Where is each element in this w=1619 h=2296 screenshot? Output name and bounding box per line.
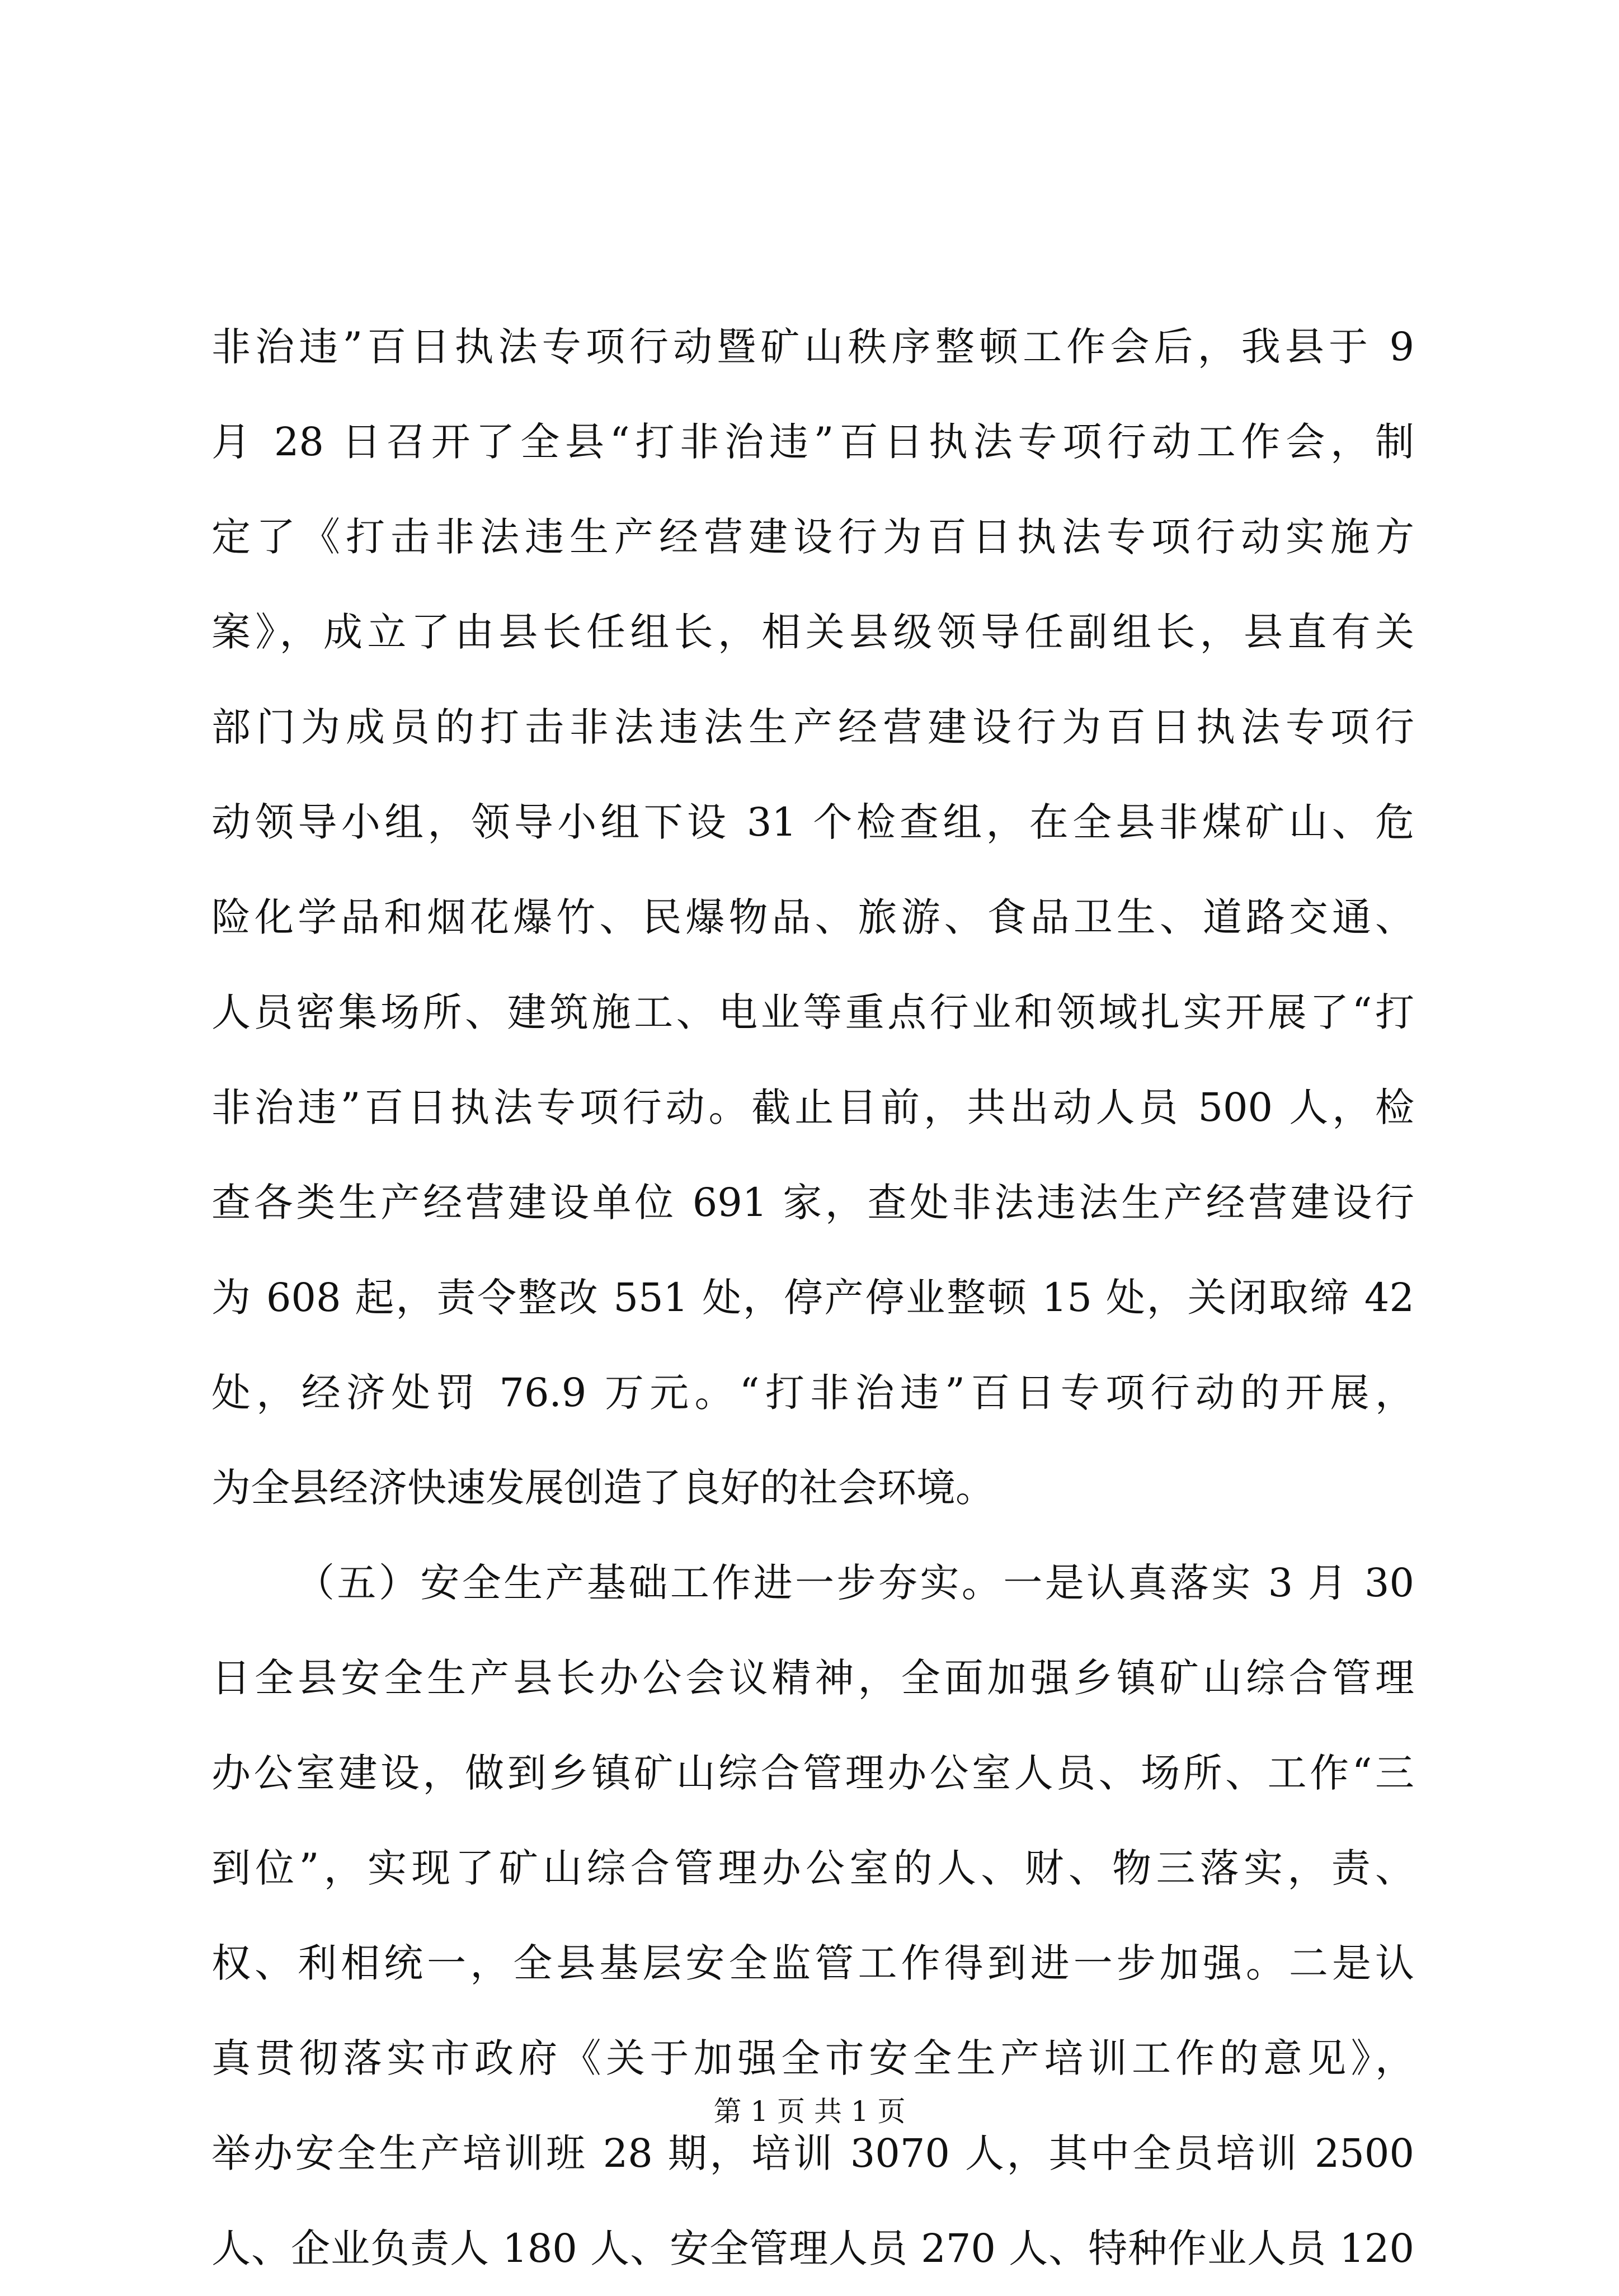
text-line: 险化学品和烟花爆竹、民爆物品、旅游、食品卫生、道路交通、 bbox=[211, 894, 1414, 940]
text-line: 案》，成立了由县长任组长，相关县级领导任副组长，县直有关 bbox=[211, 609, 1414, 655]
text-line: 定了《打击非法违生产经营建设行为百日执法专项行动实施方 bbox=[211, 514, 1414, 560]
page-footer: 第 1 页 共 1 页 bbox=[713, 2095, 906, 2128]
paragraph-2 bbox=[211, 1535, 1414, 2296]
text-line: 人、企业负责人 180 人、安全管理人员 270 人、特种作业人员 120 bbox=[211, 2226, 1414, 2271]
text-line: 非治违”百日执法专项行动暨矿山秩序整顿工作会后，我县于 9 bbox=[211, 324, 1414, 370]
text-line: 人员密集场所、建筑施工、电业等重点行业和领域扎实开展了“打 bbox=[211, 989, 1414, 1035]
text-line: 为全县经济快速发展创造了良好的社会环境。 bbox=[211, 1465, 995, 1511]
paragraph-1 bbox=[211, 299, 1414, 1535]
body-text bbox=[211, 299, 1414, 2296]
text-line: 动领导小组，领导小组下设 31 个检查组，在全县非煤矿山、危 bbox=[211, 799, 1414, 845]
text-line: 办公室建设，做到乡镇矿山综合管理办公室人员、场所、工作“三 bbox=[211, 1750, 1414, 1796]
text-line: 为 608 起，责令整改 551 处，停产停业整顿 15 处，关闭取缔 42 bbox=[211, 1275, 1414, 1321]
text-line: 权、利相统一，全县基层安全监管工作得到进一步加强。二是认 bbox=[211, 1940, 1414, 1986]
text-line: 查各类生产经营建设单位 691 家，查处非法违法生产经营建设行 bbox=[211, 1180, 1414, 1225]
text-line: 部门为成员的打击非法违法生产经营建设行为百日执法专项行 bbox=[211, 704, 1414, 750]
text-line: 处，经济处罚 76.9 万元。“打非治违”百日专项行动的开展， bbox=[211, 1370, 1414, 1416]
text-line: 到位”，实现了矿山综合管理办公室的人、财、物三落实，责、 bbox=[211, 1845, 1414, 1891]
text-line: 真贯彻落实市政府《关于加强全市安全生产培训工作的意见》， bbox=[211, 2035, 1414, 2081]
text-line: （五）安全生产基础工作进一步夯实。一是认真落实 3 月 30 bbox=[295, 1560, 1414, 1606]
text-line: 日全县安全生产县长办公会议精神，全面加强乡镇矿山综合管理 bbox=[211, 1655, 1414, 1701]
text-line: 非治违”百日执法专项行动。截止目前，共出动人员 500 人，检 bbox=[211, 1085, 1414, 1130]
text-line: 月 28 日召开了全县“打非治违”百日执法专项行动工作会，制 bbox=[211, 419, 1414, 465]
text-line: 举办安全生产培训班 28 期，培训 3070 人，其中全员培训 2500 bbox=[211, 2130, 1414, 2176]
